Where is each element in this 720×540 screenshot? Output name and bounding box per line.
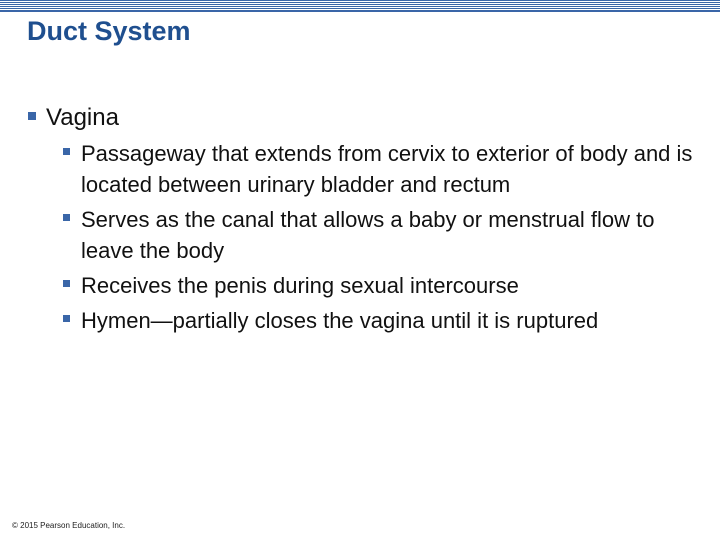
sub-bullet xyxy=(63,138,708,200)
top-rule xyxy=(0,0,720,10)
sub-bullet xyxy=(63,270,708,301)
slide-title: Duct System xyxy=(27,16,191,46)
square-bullet-icon xyxy=(63,214,70,221)
bullet-text: Vagina xyxy=(46,104,119,131)
sub-bullet xyxy=(63,305,708,336)
slide-content xyxy=(28,103,708,340)
copyright-footer: © 2015 Pearson Education, Inc. xyxy=(12,521,126,530)
sub-bullet-text: Receives the penis during sexual intercourse xyxy=(81,273,519,298)
square-bullet-icon xyxy=(63,280,70,287)
sub-bullet-list xyxy=(28,138,708,336)
sub-bullet-text: Passageway that extends from cervix to exterior of body and is located between urinary bladder and rectum xyxy=(81,141,693,197)
sub-bullet-text: Hymen—partially closes the vagina until it is ruptured xyxy=(81,308,599,333)
square-bullet-icon xyxy=(28,112,36,120)
sub-bullet xyxy=(63,204,708,266)
bullet-vagina xyxy=(28,103,708,132)
sub-bullet-text: Serves as the canal that allows a baby or menstrual flow to leave the body xyxy=(81,207,655,263)
top-rule-base xyxy=(0,10,720,12)
square-bullet-icon xyxy=(63,148,70,155)
square-bullet-icon xyxy=(63,315,70,322)
